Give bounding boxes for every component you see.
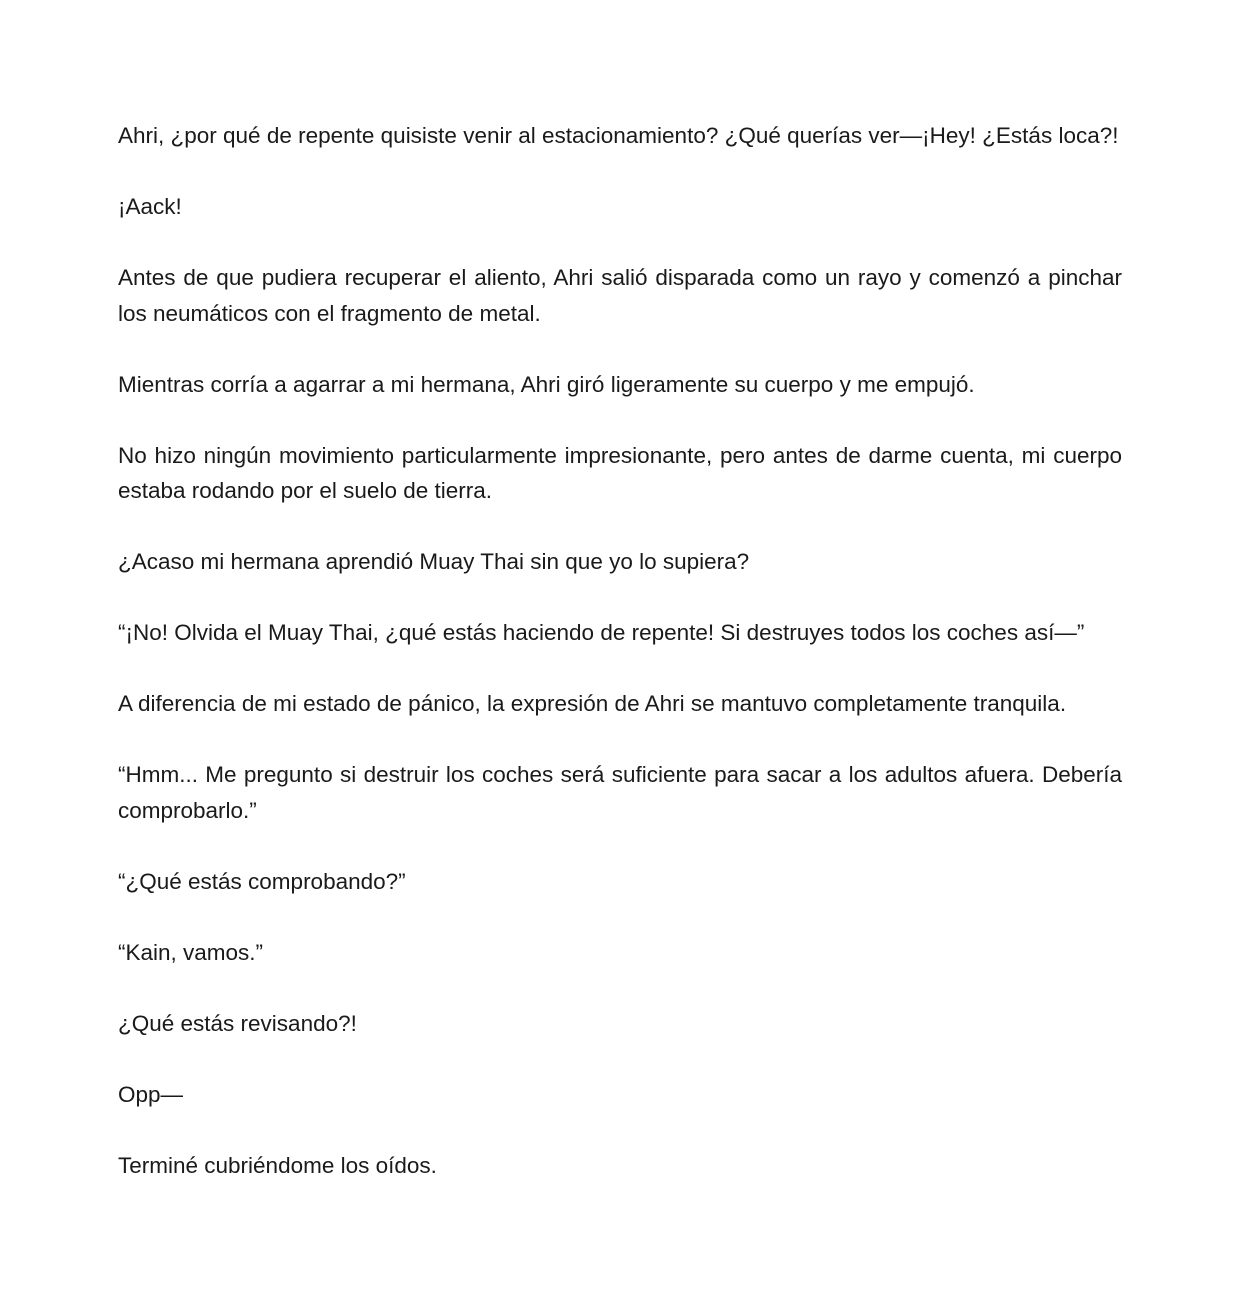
paragraph: Mientras corría a agarrar a mi hermana, Ahri giró ligeramente su cuerpo y me empujó. <box>118 371 975 397</box>
paragraph: ¿Acaso mi hermana aprendió Muay Thai sin que yo lo supiera? <box>118 549 750 574</box>
paragraph: “Hmm... Me pregunto si destruir los coches será suficiente para sacar a los adultos afuera. Debería comprobarlo.” <box>118 762 1122 823</box>
paragraph: “Kain, vamos.” <box>118 939 264 965</box>
paragraph: ¿Qué estás revisando?! <box>118 1010 357 1036</box>
paragraph: “¿Qué estás comprobando?” <box>118 868 406 894</box>
paragraph: A diferencia de mi estado de pánico, la expresión de Ahri se mantuvo completamente tranquila. <box>118 691 1067 716</box>
document-page <box>118 118 1122 1219</box>
paragraph: ¡Aack! <box>118 194 182 219</box>
paragraph: Opp— <box>118 1081 184 1107</box>
paragraph: “¡No! Olvida el Muay Thai, ¿qué estás haciendo de repente! Si destruyes todos los coches así—” <box>118 620 1085 645</box>
paragraph: No hizo ningún movimiento particularmente impresionante, pero antes de darme cuenta, mi cuerpo estaba rodando por el suelo de tierra. <box>118 442 1122 503</box>
paragraph: Ahri, ¿por qué de repente quisiste venir al estacionamiento? ¿Qué querías ver—¡Hey! ¿Estás loca?! <box>118 123 1119 148</box>
paragraph: Terminé cubriéndome los oídos. <box>118 1152 437 1178</box>
paragraph: Antes de que pudiera recuperar el aliento, Ahri salió disparada como un rayo y comenzó a pinchar los neumáticos con el fragmento de metal. <box>118 265 1122 326</box>
